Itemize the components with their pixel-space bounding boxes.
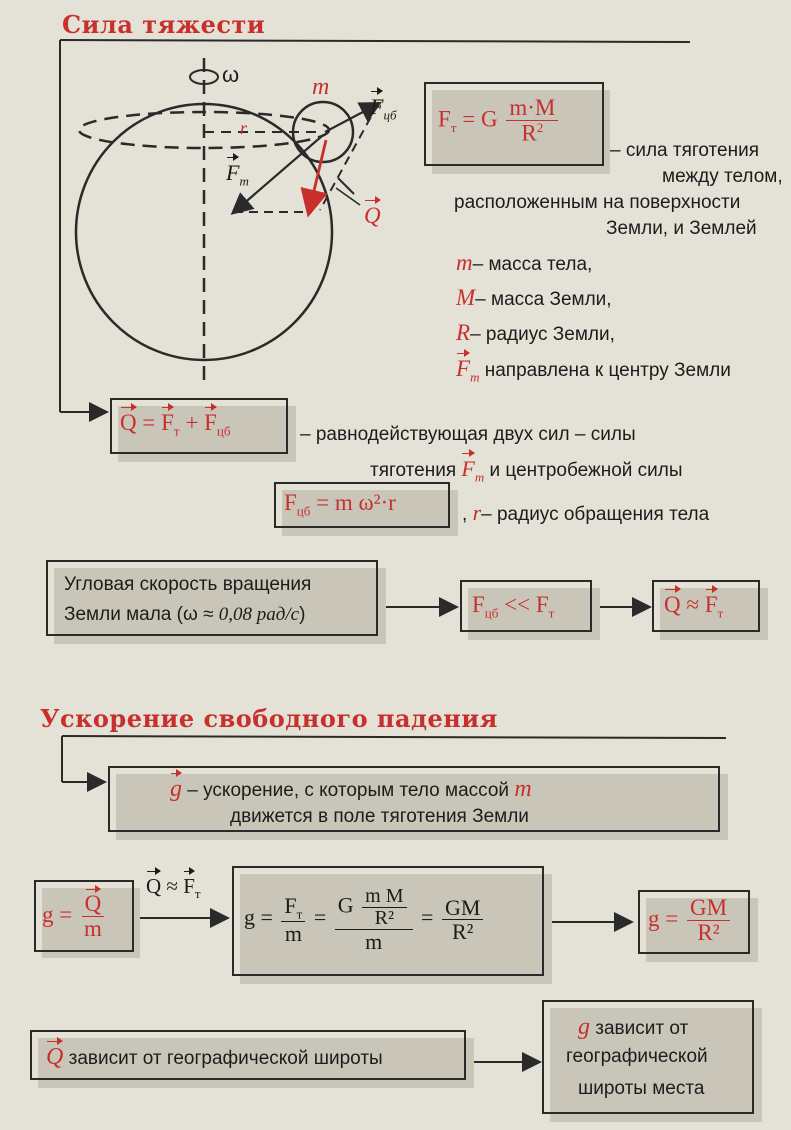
def-mass-body: m– масса тела, — [456, 250, 593, 275]
angular-velocity-line1: Угловая скорость вращения — [64, 574, 312, 595]
def-radius-earth: R– радиус Земли, — [456, 320, 615, 345]
resultant-desc-2: тяготения $F_т$ и центробежной силы — [370, 456, 683, 485]
g-depends-line2: географической — [566, 1046, 708, 1067]
mass-label: m — [312, 74, 330, 100]
gravitation-desc-1: – сила тяготения — [610, 140, 759, 161]
g-depends-line1: g зависит от — [578, 1014, 689, 1040]
g-definition-line2: движется в поле тяготения Земли — [230, 806, 529, 827]
ft-vector-label: $F_т$ — [226, 160, 249, 189]
result-formula: g = $\frac{GM}{\text{R²}}$ — [648, 896, 733, 945]
def-force-direction: $F_т$ направлена к центру Земли — [456, 356, 731, 385]
arrow-label: $Q \approx F_т$ — [146, 874, 201, 902]
resultant-formula: $Q = F_т + F_{цб}$ — [120, 410, 231, 439]
gravitation-desc-4: Земли, и Землей — [606, 218, 757, 239]
q-vector-label: Q — [364, 203, 381, 228]
omega-label: ω — [222, 62, 240, 87]
g-q-m-formula: g = $\frac{Q}{m}$ — [42, 892, 108, 941]
g-definition-line1: g – ускорение, с которым тело массой m — [170, 776, 532, 802]
centrifugal-formula: $F_{цб} = m$ ω²·r — [284, 490, 396, 519]
resultant-desc-1: – равнодействующая двух сил – силы — [300, 424, 636, 445]
radius-label: r — [240, 118, 248, 138]
approx-formula: $Q \approx F_т$ — [664, 592, 724, 621]
compare-formula: $F_{цб} << F_т$ — [472, 592, 555, 621]
gravitation-formula: $F_т = G$ $\frac{m\cdot M}{R^2}$ — [438, 96, 561, 146]
q-depends-text: Q зависит от географической широты — [46, 1044, 383, 1070]
section-title-freefall: Ускорение свободного падения — [40, 704, 498, 733]
derivation-formula: g = $\frac{F_т}{m}$ = G $\frac{\text{m M}}{\text{R²}}$ m = $\frac{GM}{\text{R²}}$ — [244, 886, 486, 953]
section-title-gravity: Сила тяжести — [62, 10, 266, 39]
gravitation-desc-3: расположенным на поверхности — [454, 192, 741, 213]
fcb-vector-label: $F_{цб}$ — [370, 94, 397, 123]
g-depends-line3: широты места — [578, 1078, 705, 1099]
def-mass-earth: M– масса Земли, — [456, 285, 612, 310]
gravitation-desc-2: между телом, — [662, 166, 783, 187]
angular-velocity-line2: Земли мала (ω ≈ 0,08 рад/с) — [64, 604, 306, 625]
centrifugal-desc: , r– радиус обращения тела — [462, 500, 710, 525]
